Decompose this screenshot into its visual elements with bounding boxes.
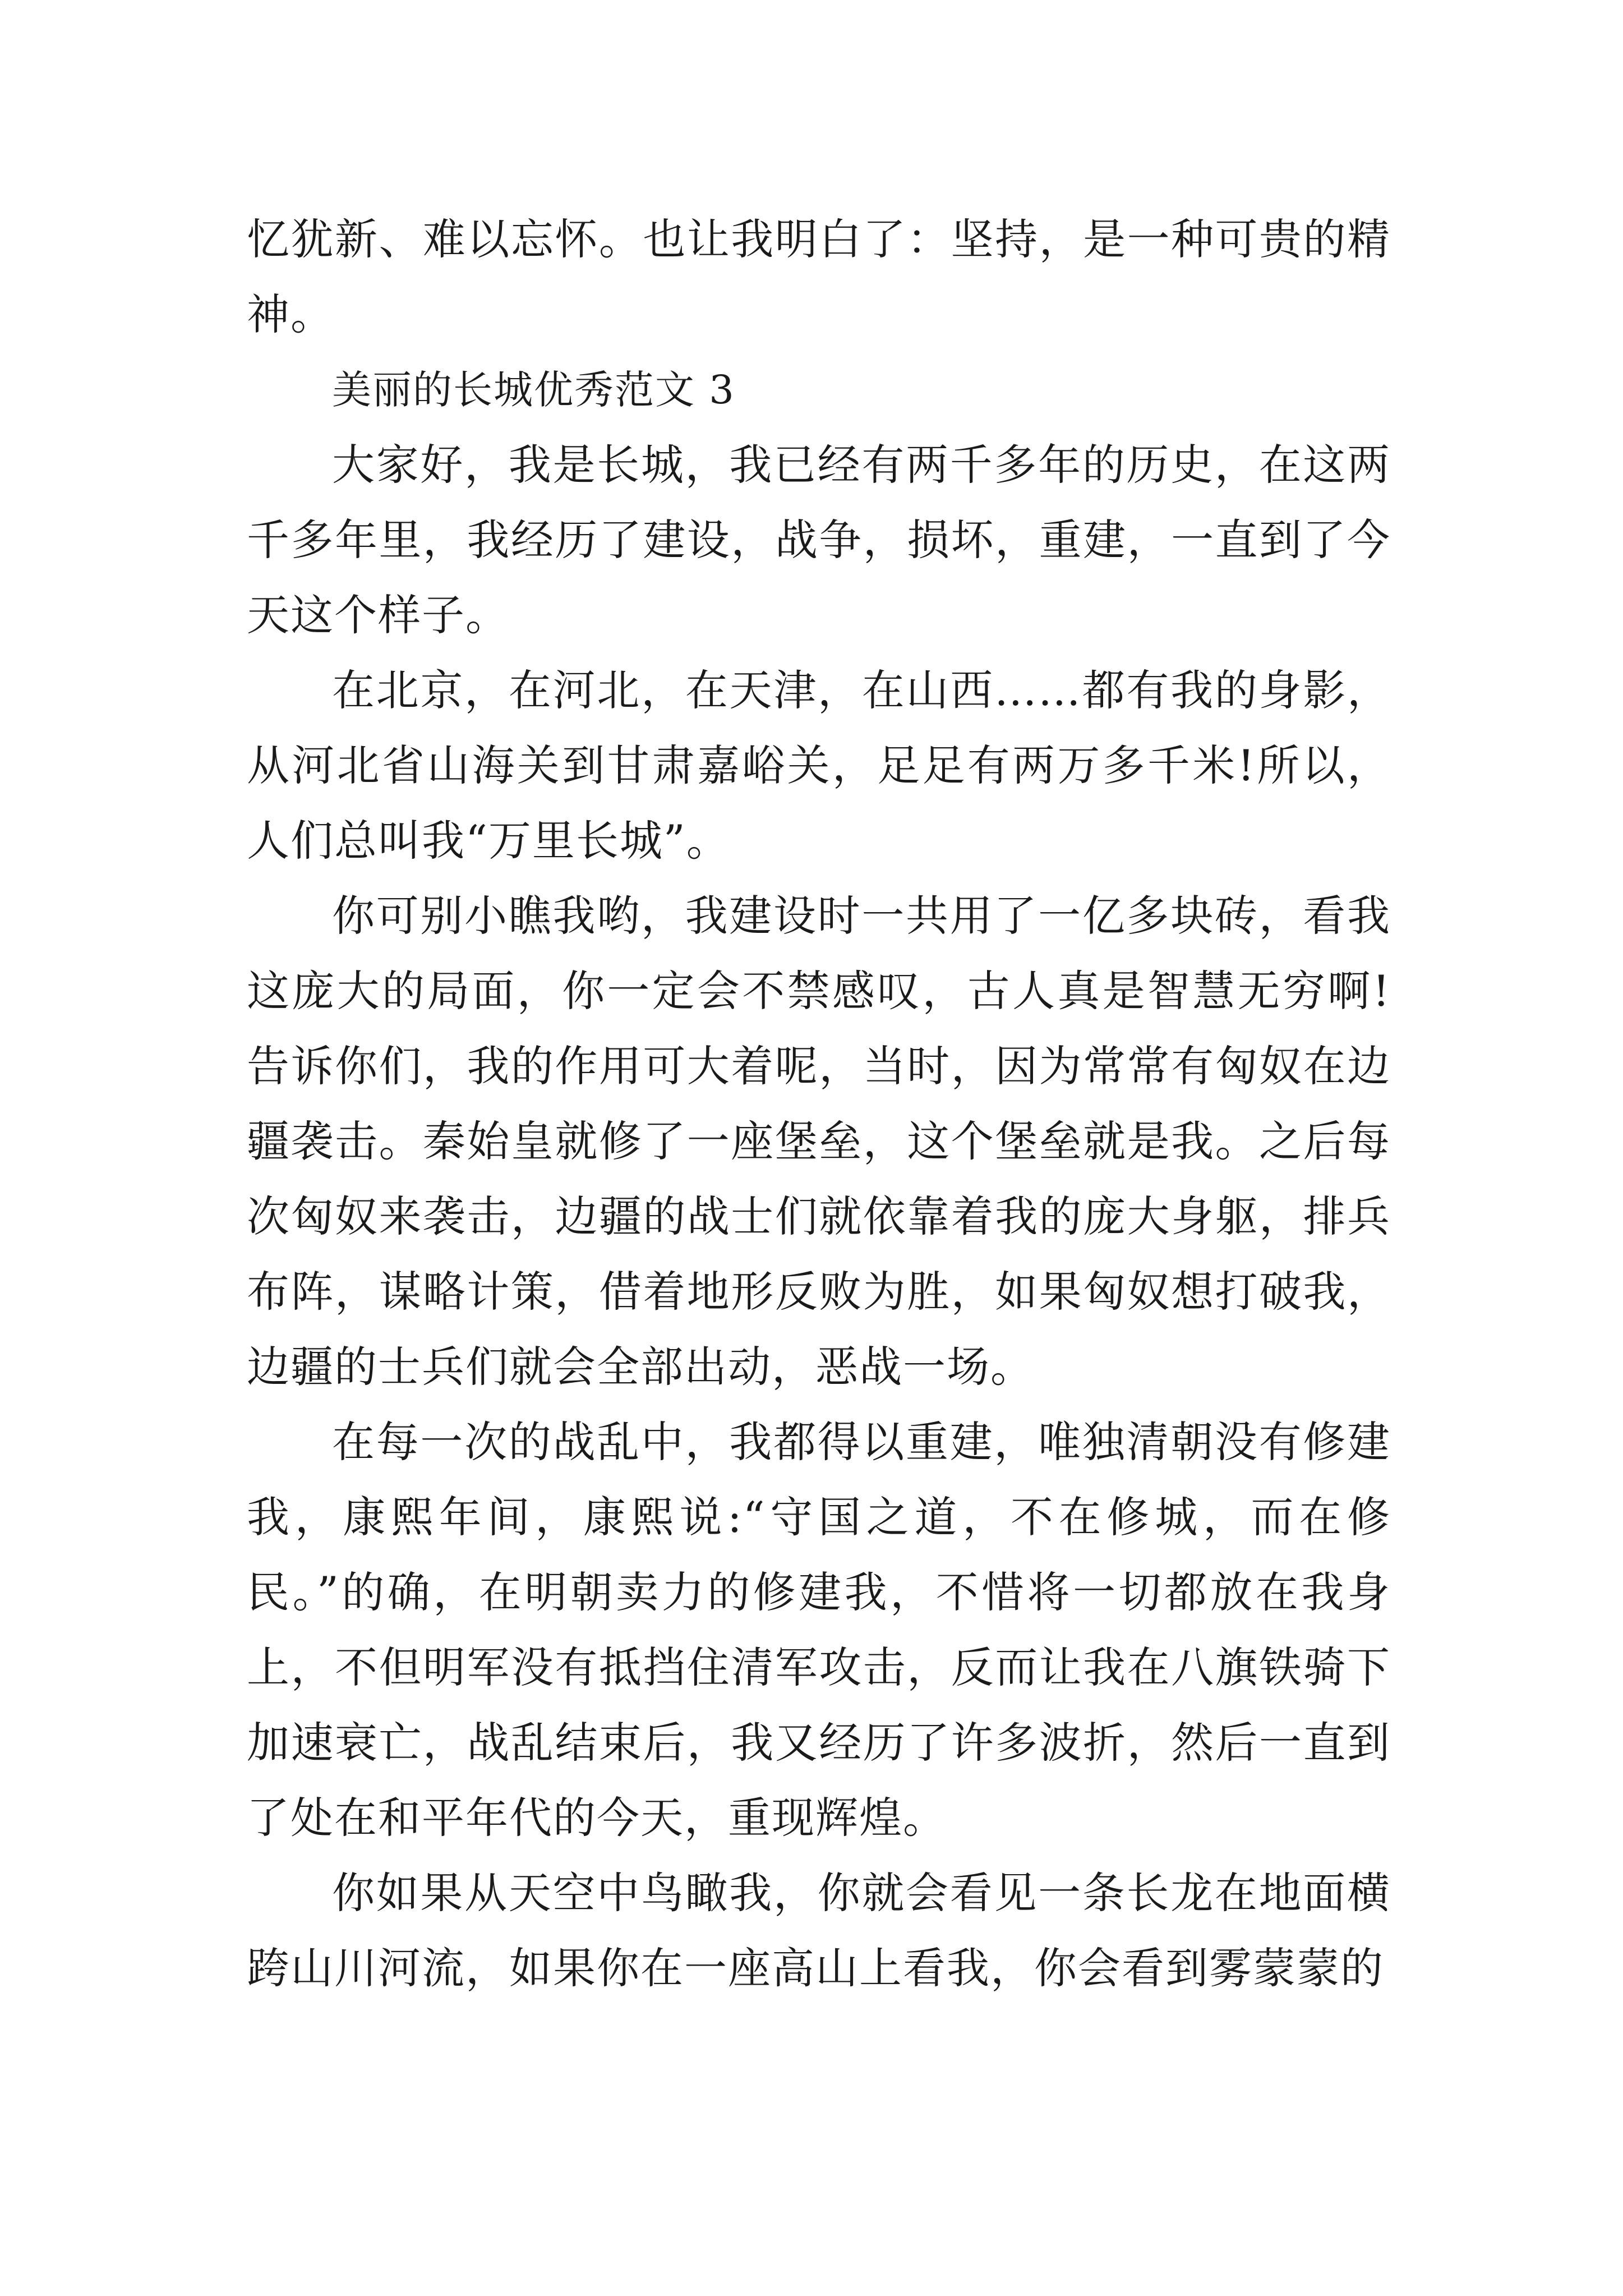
text-column <box>247 202 1391 2006</box>
paragraph-intro: 大家好，我是长城，我已经有两千多年的历史，在这两千多年里，我经历了建设，战争，损坏，重建，一直到了今天这个样子。 <box>247 440 1391 640</box>
paragraph-history: 在每一次的战乱中，我都得以重建，唯独清朝没有修建我，康熙年间，康熙说:“守国之道，不在修城，而在修民。”的确，在明朝卖力的修建我，不惜将一切都放在我身上，不但明军没有抵挡住清军攻击，反而让我在八旗铁骑下加速衰亡，战乱结束后，我又经历了许多波折，然后一直到了处在和平年代的今天，重现辉煌。 <box>247 1417 1391 1843</box>
paragraph-view: 你如果从天空中鸟瞰我，你就会看见一条长龙在地面横跨山川河流，如果你在一座高山上看我，你会看到雾蒙蒙的 <box>247 1868 1391 1993</box>
paragraph-continued: 忆犹新、难以忘怀。也让我明白了：坚持，是一种可贵的精神。 <box>247 214 1391 339</box>
section-heading: 美丽的长城优秀范文 3 <box>332 367 735 413</box>
paragraph-locations: 在北京，在河北，在天津，在山西……都有我的身影，从河北省山海关到甘肃嘉峪关，足足有两万多千米!所以，人们总叫我“万里长城”。 <box>247 665 1391 866</box>
paragraph-construction: 你可别小瞧我哟，我建设时一共用了一亿多块砖，看我这庞大的局面，你一定会不禁感叹，古人真是智慧无穷啊!告诉你们，我的作用可大着呢，当时，因为常常有匈奴在边疆袭击。秦始皇就修了一座堡垒，这个堡垒就是我。之后每次匈奴来袭击，边疆的战士们就依靠着我的庞大身躯，排兵布阵，谋略计策，借着地形反败为胜，如果匈奴想打破我，边疆的士兵们就会全部出动，恶战一场。 <box>247 891 1391 1392</box>
